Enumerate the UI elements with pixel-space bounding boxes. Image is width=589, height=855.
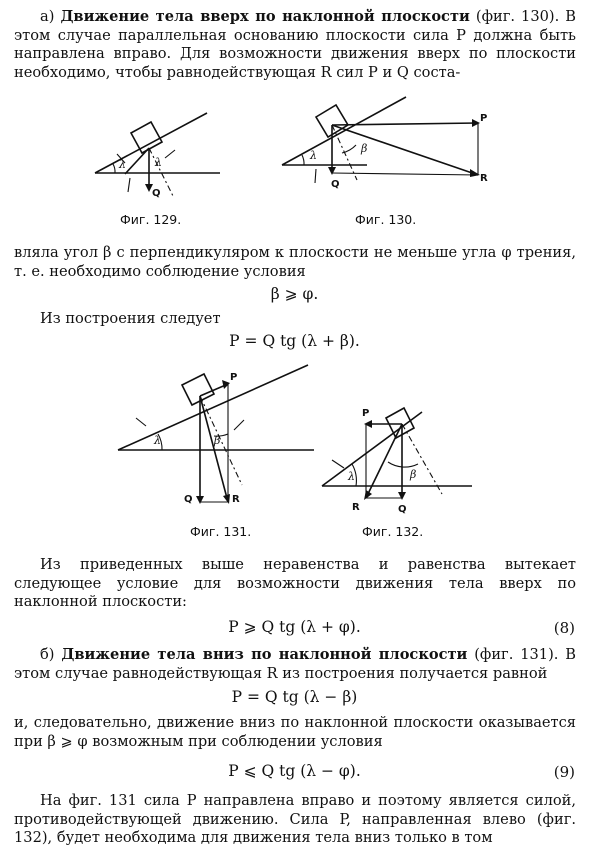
formula-p-lambda-minus-beta: P = Q tg (λ − β) (231, 688, 358, 706)
para-b-ref: (фиг. 131). (474, 646, 559, 663)
para-b-text: В этом случае равнодействующая R из построения получается равной (14, 646, 577, 682)
fig131-block (182, 374, 214, 405)
fig129-q-label: Q (152, 188, 161, 199)
fig129-lambda-arc (113, 164, 115, 173)
fig132-beta-label: β (410, 468, 417, 481)
para-a-ref: (фиг. 130). (475, 8, 560, 25)
fig132-p-label: P (362, 408, 370, 419)
fig130-p-label: P (480, 113, 488, 124)
formula-p-lambda-phi-8: P ⩾ Q tg (λ + φ). (228, 618, 361, 636)
fig131-r-arrow (200, 396, 228, 502)
figure-129 (95, 108, 225, 208)
paragraph-b (14, 646, 576, 683)
fig132-block (386, 408, 414, 438)
fig130-q-label: Q (331, 179, 340, 190)
fig130-r-arrow (332, 125, 478, 175)
fig132-beta-arc (388, 462, 418, 467)
fig131-lambda-label: λ (154, 434, 161, 447)
figure-132 (322, 398, 482, 518)
fig129-r-line (125, 148, 149, 174)
fig130-caption: Фиг. 130. (355, 212, 417, 227)
formula-p-lambda-minus-phi-9: P ⩽ Q tg (λ − φ). (228, 762, 361, 780)
fig130-incline-line (282, 97, 406, 165)
equation-number-9: (9) (553, 763, 575, 781)
fig132-normal-line (402, 424, 442, 494)
fig132-lambda-label: λ (348, 470, 355, 483)
fig132-r-label: R (352, 502, 360, 513)
fig131-beta-label: β (214, 434, 221, 447)
paragraph-a-continued: вляла угол β с перпендикуляром к плоскости не меньше угла φ трения, т. е. необходимо соблюдение условия (14, 244, 576, 280)
fig131-incline-line (118, 365, 308, 450)
fig131-caption: Фиг. 131. (190, 524, 252, 539)
fig131-q-label: Q (184, 494, 193, 505)
fig132-q-label: Q (398, 504, 407, 515)
paragraph-a (14, 8, 576, 82)
formula-p-lambda-beta: P = Q tg (λ + β). (229, 332, 360, 350)
fig132-r-arrow (366, 424, 402, 498)
figure-130 (282, 95, 492, 205)
formula-beta-phi: β ⩾ φ. (270, 285, 319, 303)
fig132-caption: Фиг. 132. (362, 524, 424, 539)
figure-131 (118, 360, 318, 520)
fig131-p-label: P (230, 372, 238, 383)
fig131-normal-line (200, 396, 242, 485)
fig129-block (131, 122, 162, 153)
fig130-lambda-label: λ (310, 149, 317, 162)
para-b-lead: б) (40, 646, 55, 663)
para-a-text: В этом случае параллельная основанию плоскости сила P должна быть направлена вправо. Для возможности движения вверх по плоскости необходимо, чтобы равнодействующая R сил P и Q соста- (14, 8, 577, 81)
fig130-p-arrow (332, 123, 478, 125)
paragraph-last: На фиг. 131 сила P направлена вправо и поэтому является силой, противодействующей движению. Сила P, направленная влево (фиг. 132), будет необходима для движения тела вниз только в том (14, 792, 576, 847)
para-a-lead: а) (40, 8, 55, 25)
equation-number-8: (8) (553, 619, 575, 637)
fig130-r-label: R (480, 173, 488, 184)
fig129-caption: Фиг. 129. (120, 212, 182, 227)
paragraph-construction: Из построения следует (40, 310, 221, 327)
paragraph-b-continued: и, следовательно, движение вниз по наклонной плоскости оказывается при β ⩾ φ возможным при соблюдении условия (14, 714, 576, 750)
fig129-lambda-label: λ (119, 158, 126, 171)
fig131-r-label: R (232, 494, 240, 505)
fig130-beta-label: β (361, 142, 368, 155)
para-a-title: Движение тела вверх по наклонной плоскости (60, 8, 470, 25)
para-b-title: Движение тела вниз по наклонной плоскости (61, 646, 468, 663)
fig129-lambda-label-2: λ (155, 156, 162, 169)
paragraph-inequality: Из приведенных выше неравенства и равенства вытекает следующее условие для возможности движения тела вверх по наклонной плоскости: (14, 556, 576, 611)
